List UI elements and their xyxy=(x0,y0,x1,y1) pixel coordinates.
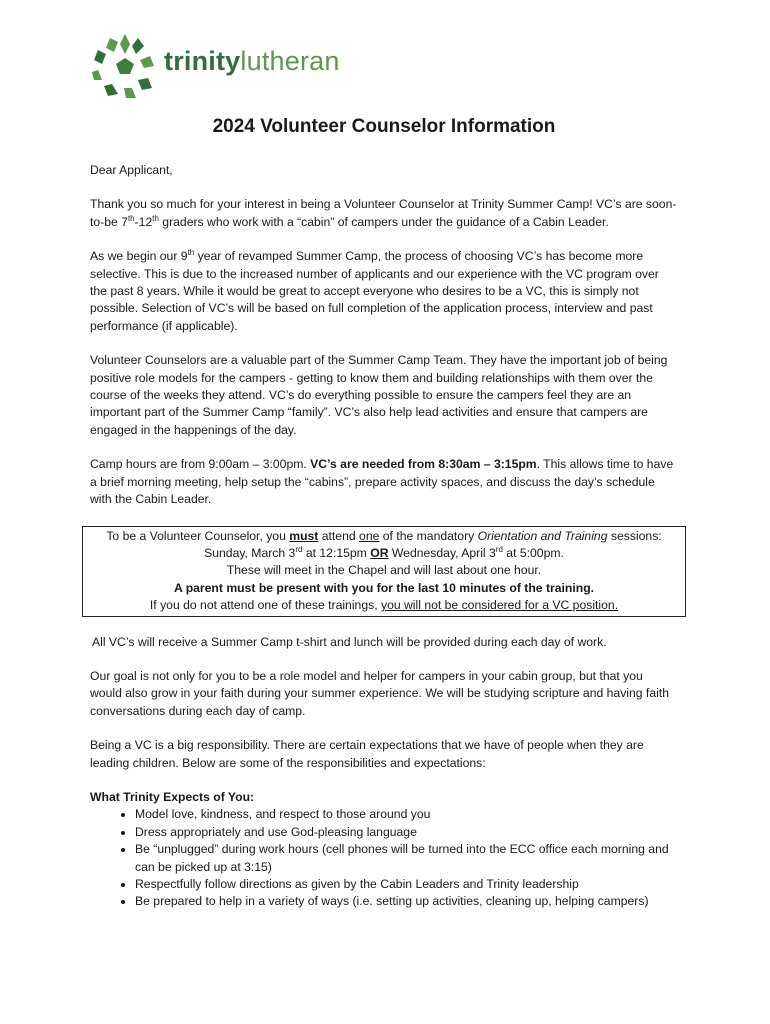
list-item: • Be prepared to help in a variety of ways (i.e. setting up activities, cleaning up, helping campers) xyxy=(135,893,678,910)
selection-sup: th xyxy=(187,248,195,258)
intro-text-c: graders who work with a “cabin” of campers under the guidance of a Cabin Leader. xyxy=(158,214,609,229)
goal-paragraph: Our goal is not only for you to be a role model and helper for campers in your cabin group, but that you would also grow in your faith during your summer experience. We will be studying scripture and having faith conversations during each day of camp. xyxy=(90,668,669,718)
training-line-2 xyxy=(83,545,685,562)
responsibility-paragraph: Being a VC is a big responsibility. There are certain expectations that we have of people when they are leading children. Below are some of the responsibilities and expectations: xyxy=(90,738,644,770)
box-warning: you will not be considered for a VC position. xyxy=(380,598,619,613)
hours-text-a: Camp hours are from 9:00am – 3:00pm. xyxy=(90,457,311,472)
box-l5a: If you do not attend one of these trainings, xyxy=(149,598,381,613)
page-title: 2024 Volunteer Counselor Information xyxy=(212,116,556,137)
box-must: must xyxy=(289,528,319,543)
brand-wordmark xyxy=(164,46,340,77)
box-l2a: Sunday, March 3 xyxy=(204,545,296,560)
intro-sup-1: th xyxy=(127,213,135,223)
trinity-star-logo-icon xyxy=(92,32,158,100)
list-item: • Respectfully follow directions as given by the Cabin Leaders and Trinity leadership xyxy=(135,876,678,893)
box-l1b: attend xyxy=(318,528,360,543)
box-l1c: of the mandatory xyxy=(379,528,478,543)
shirt-paragraph: All VC’s will receive a Summer Camp t-shirt and lunch will be provided during each day of work. xyxy=(92,634,607,649)
list-item: • Be “unplugged” during work hours (cell phones will be turned into the ECC office each morning and can be picked up at 3:15) xyxy=(135,841,678,876)
box-one: one xyxy=(359,528,380,543)
training-notice-box xyxy=(82,526,686,617)
selection-text-b: year of revamped Summer Camp, the process of choosing VC’s has become more selective. This is due to the increased number of applicants and our experience with the VC program over the past 8 years. While it would be great to accept everyone who desires to be a VC, this is simply not possible. Selection of VC’s will be based on full completion of the application process, interview and past performance (if applicable). xyxy=(90,249,659,333)
training-line-4 xyxy=(83,580,685,597)
training-line-3: These will meet in the Chapel and will last about one hour. xyxy=(226,563,542,578)
hours-bold: VC’s are needed from 8:30am – 3:15pm xyxy=(310,457,537,472)
brand-part1: trinity xyxy=(164,46,241,76)
list-item: • Model love, kindness, and respect to those around you xyxy=(135,806,678,823)
list-item: • Dress appropriately and use God-pleasing language xyxy=(135,824,678,841)
expectations-heading: What Trinity Expects of You: xyxy=(90,789,255,804)
selection-text-a: As we begin our 9 xyxy=(90,249,188,264)
box-l1d: sessions: xyxy=(607,528,662,543)
box-l2d: at 5:00pm. xyxy=(502,545,564,560)
intro-paragraph xyxy=(90,196,678,231)
selection-paragraph xyxy=(90,248,678,335)
box-l1a: To be a Volunteer Counselor, you xyxy=(106,528,290,543)
intro-text-a: Thank you so much for your interest in being a Volunteer Counselor at Trinity Summer Camp! VC’s are soon-to-be 7 xyxy=(90,197,677,229)
box-sup-1: rd xyxy=(295,544,303,554)
box-orientation: Orientation and Training xyxy=(477,528,608,543)
brand-part2: lutheran xyxy=(240,46,340,76)
greeting: Dear Applicant, xyxy=(90,163,173,177)
expectations-list xyxy=(90,806,678,910)
expectations-section xyxy=(90,789,678,911)
hours-text-b: . This allows time to have a brief morning meeting, help setup the “cabins”, prepare activity spaces, and discuss the day’s schedule with the Cabin Leader. xyxy=(90,457,674,507)
hours-paragraph xyxy=(90,456,678,508)
role-paragraph: Volunteer Counselors are a valuable part of the Summer Camp Team. They have the important job of being positive role models for the campers - getting to know them and building relationships with them over the course of the weeks they attend. VC’s do everything possible to ensure the campers feel they are an important part of the Summer Camp “family”. VC’s also help lead activities and ensure that campers are engaged in the happenings of the day. xyxy=(90,353,668,437)
training-line-5 xyxy=(83,597,685,614)
box-l2b: at 12:15pm xyxy=(302,545,371,560)
training-line-1 xyxy=(83,528,685,545)
intro-text-b: -12 xyxy=(134,214,153,229)
box-sup-2: rd xyxy=(495,544,503,554)
box-l2c: Wednesday, April 3 xyxy=(388,545,496,560)
box-parent-note: A parent must be present with you for the last 10 minutes of the training. xyxy=(173,580,595,595)
document-body xyxy=(90,114,678,911)
box-or: OR xyxy=(370,545,389,560)
intro-sup-2: th xyxy=(152,213,159,223)
